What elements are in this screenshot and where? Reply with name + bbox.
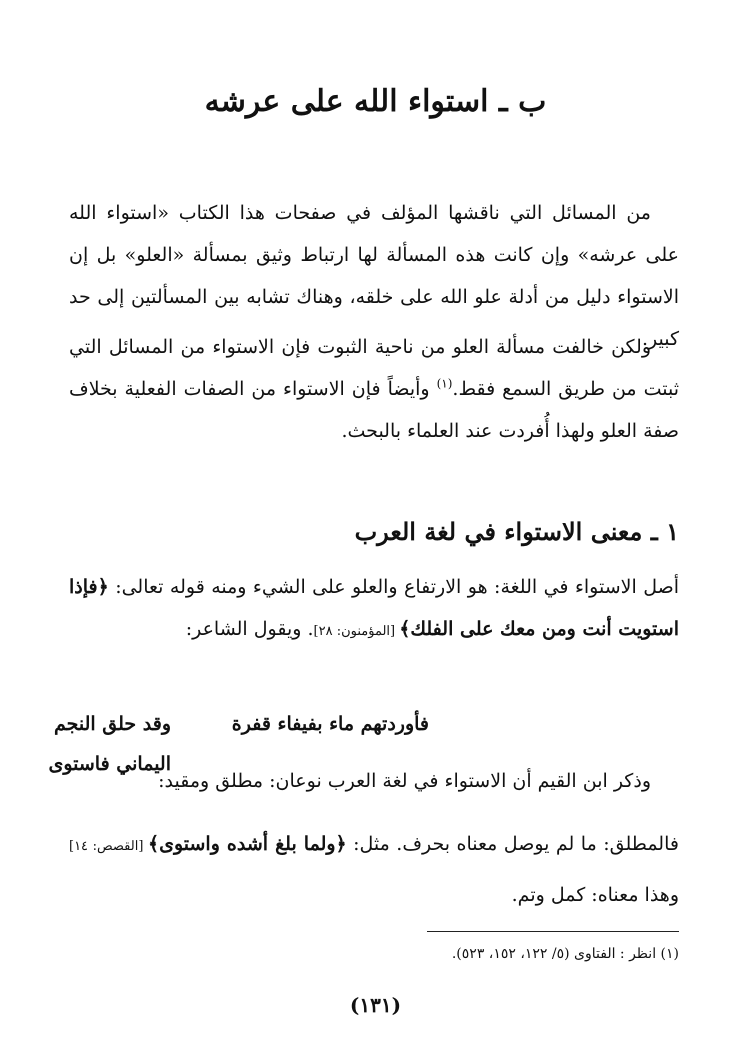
section-paragraph-2-text: وذكر ابن القيم أن الاستواء في لغة العرب نوعان: مطلق ومقيد: (158, 770, 651, 792)
chapter-title: ب ـ استواء الله على عرشه (204, 84, 547, 119)
verse-citation: [القصص: ١٤] (69, 839, 148, 854)
poem-verse (0, 704, 751, 775)
footnote-reference: (١) (436, 376, 453, 391)
section-paragraph-1 (69, 566, 679, 653)
section-paragraph-3-text-end: وهذا معناه: كمل وتم. (511, 884, 679, 906)
intro-paragraph-2-text-start: ولكن خالفت مسألة العلو من ناحية الثبوت فإن الاستواء من المسائل التي ثبتت من طريق السمع فقط. (69, 336, 679, 400)
quran-verse: ﴿فإذا استويت أنت ومن معك على الفلك﴾ (69, 576, 679, 640)
intro-paragraph-1-text: من المسائل التي ناقشها المؤلف في صفحات هذا الكتاب «استواء الله على عرشه» وإن كانت هذه المسألة لها ارتباط وثيق بمسألة «العلو» بل إن الاستواء دليل من أدلة علو الله على خلقه، وهناك تشابه بين المسألتين إلى حد كبير. (69, 202, 679, 350)
section-paragraph-1-text-start: أصل الاستواء في اللغة: هو الارتفاع والعلو على الشيء ومنه قوله تعالى: (108, 576, 679, 598)
section-paragraph-3-text-start: فالمطلق: ما لم يوصل معناه بحرف. مثل: (346, 833, 679, 855)
intro-paragraph-2 (69, 326, 679, 452)
intro-paragraph-2-text-end: وأيضاً فإن الاستواء من الصفات الفعلية بخلاف صفة العلو ولهذا أُفردت عند العلماء بالبحث. (69, 378, 679, 442)
section-paragraph-2 (69, 760, 679, 802)
footnote: (١) انظر : الفتاوى (٥/ ١٢٢، ١٥٢، ٥٢٣). (451, 946, 679, 962)
poem-first-hemistich: فأوردتهم ماء بفيفاء قفرة (231, 713, 429, 735)
poem-second-hemistich: وقد حلق النجم اليماني فاستوى (48, 713, 171, 775)
quran-verse: ﴿ولما بلغ أشده واستوى﴾ (147, 833, 347, 855)
section-title: ١ ـ معنى الاستواء في لغة العرب (354, 517, 679, 546)
footnote-divider (427, 931, 679, 932)
section-paragraph-1-text-end: . ويقول الشاعر: (185, 618, 314, 640)
section-paragraph-3 (69, 820, 679, 919)
page-number: (١٣١) (349, 993, 402, 1017)
verse-citation: [المؤمنون: ٢٨] (313, 624, 400, 639)
